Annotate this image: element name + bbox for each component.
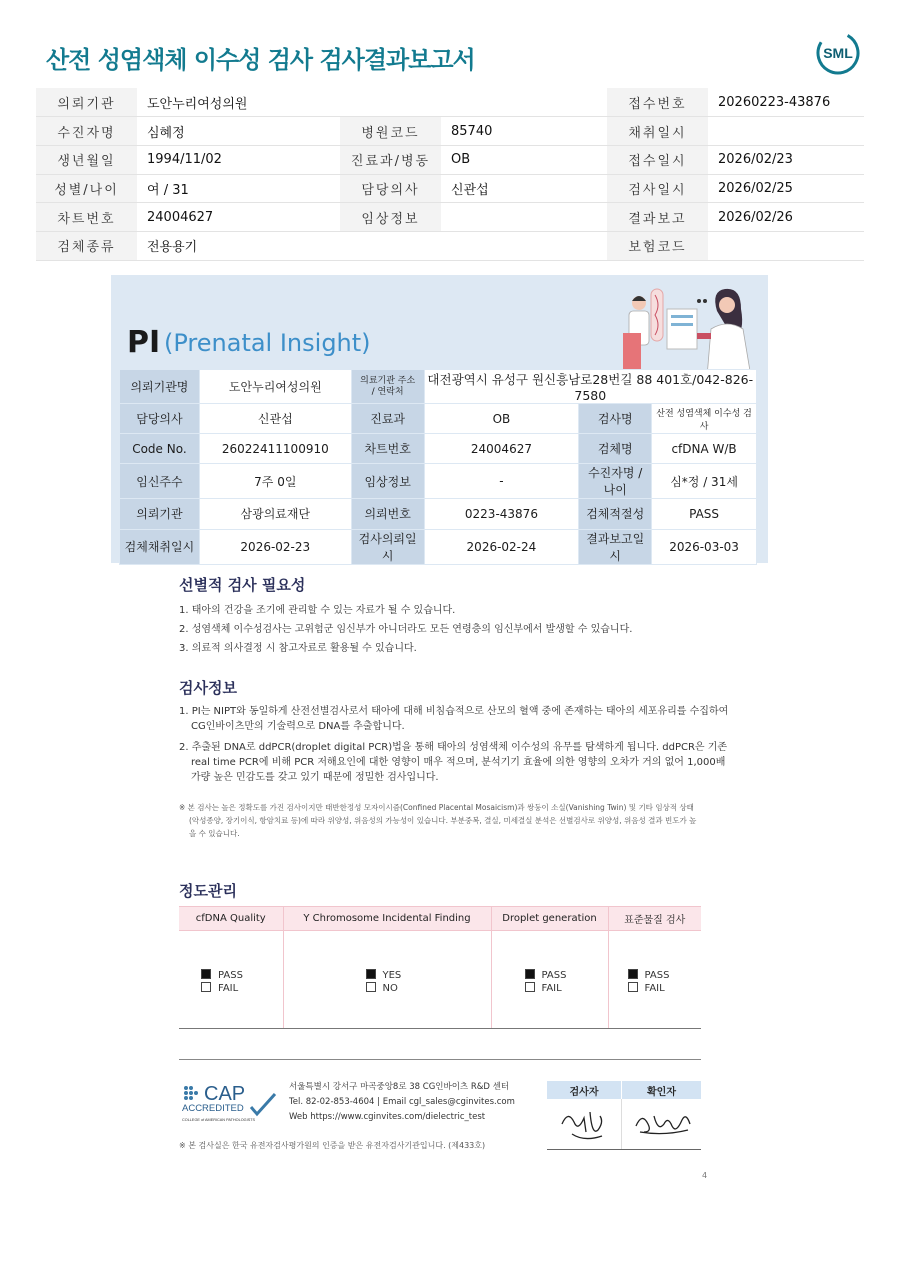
pi-value: OB: [424, 404, 579, 434]
necessity-item: 2. 성염색체 이수성검사는 고위험군 임신부가 아니더라도 모든 연령층의 임신부에서 발생할 수 있습니다.: [179, 624, 633, 635]
pi-row: [120, 404, 757, 434]
header-value: [441, 203, 599, 232]
pi-row: [120, 464, 757, 499]
header-label: 검사일시: [607, 174, 708, 203]
qc-option: [628, 969, 702, 982]
spacer: [599, 231, 607, 260]
checkbox[interactable]: [525, 969, 535, 979]
pi-info-table: [119, 369, 757, 565]
pi-value: 삼광의료재단: [199, 499, 351, 529]
test-info-line: CG인바이츠만의 기술력으로 DNA를 추출합니다.: [191, 721, 405, 732]
pi-value: 2026-02-24: [424, 529, 579, 564]
qc-cell: [491, 931, 608, 1029]
qc-option-label: NO: [382, 982, 398, 994]
header-label: 검체종류: [36, 231, 137, 260]
header-label: 성별/나이: [36, 174, 137, 203]
pi-value: 신관섭: [199, 404, 351, 434]
header-label: 보험코드: [607, 231, 708, 260]
qc-cell: [608, 931, 701, 1029]
checkbox[interactable]: [201, 982, 211, 992]
qc-option: [366, 969, 491, 982]
header-label: 결과보고: [607, 203, 708, 232]
header-label: 접수일시: [607, 145, 708, 174]
pi-value: 2026-03-03: [652, 529, 757, 564]
page-number: 4: [702, 1171, 708, 1180]
necessity-item: 3. 의료적 의사결정 시 참고자료로 활용될 수 있습니다.: [179, 643, 417, 654]
header-row: [36, 117, 864, 146]
pi-key: 차트번호: [351, 434, 424, 464]
pi-key: 수진자명 / 나이: [579, 464, 652, 499]
signature-table: [547, 1081, 701, 1150]
pi-key: 의뢰기관: [120, 499, 200, 529]
header-value: 심혜정: [137, 117, 340, 146]
cap-accredited-text: ACCREDITED: [182, 1103, 244, 1114]
header-row: [36, 231, 864, 260]
qc-option-label: YES: [382, 969, 402, 981]
header-row: [36, 145, 864, 174]
report-title: 산전 성염색체 이수성 검사 검사결과보고서: [46, 46, 475, 74]
header-value: 신관섭: [441, 174, 599, 203]
contact-line: Tel. 82-02-853-4604 | Email cgl_sales@cginvites.com: [289, 1097, 515, 1107]
cap-text: CAP: [204, 1083, 246, 1105]
pi-value: 0223-43876: [424, 499, 579, 529]
sml-logo-icon: [814, 30, 862, 76]
pi-title: PI: [127, 325, 161, 360]
qc-option: [201, 982, 283, 995]
pi-value: PASS: [652, 499, 757, 529]
pi-value: cfDNA W/B: [652, 434, 757, 464]
necessity-heading: 선별적 검사 필요성: [179, 576, 306, 594]
header-label: 채취일시: [607, 117, 708, 146]
tester-label: 검사자: [547, 1081, 622, 1099]
divider: [179, 1059, 701, 1060]
header-value: 2026/02/26: [708, 203, 864, 232]
header-label: 차트번호: [36, 203, 137, 232]
qc-option: [628, 982, 702, 995]
header-value: 2026/02/23: [708, 145, 864, 174]
certification-note: ※ 본 검사실은 한국 유전자검사평가원의 인증을 받은 유전자검사기관입니다. (제433호): [179, 1141, 486, 1150]
pi-value: 7주 0일: [199, 464, 351, 499]
pi-row: [120, 529, 757, 564]
qc-option: [201, 969, 283, 982]
header-value: 85740: [441, 117, 599, 146]
header-value: 2026/02/25: [708, 174, 864, 203]
pi-key: 담당의사: [120, 404, 200, 434]
test-info-line: real time PCR에 비해 PCR 저해요인에 대한 영향이 매우 적으며, 분석기기 효율에 의한 영향의 오차가 거의 없어 1,000배: [191, 757, 726, 768]
disclaimer-note: (악성종양, 장기이식, 항암치료 등)에 따라 위양성, 위음성의 가능성이 있습니다. 부분중복, 결실, 미세결실 분석은 선별검사로 위양성, 위음성 결과 빈도가 높: [189, 816, 697, 825]
spacer: [599, 203, 607, 232]
checkbox[interactable]: [201, 969, 211, 979]
pi-value: 대전광역시 유성구 원신흥남로28번길 88 401호/042-826-7580: [424, 370, 756, 404]
qc-heading: 정도관리: [179, 882, 237, 900]
logo-text: SML: [823, 45, 853, 61]
header-label: 담당의사: [340, 174, 441, 203]
qc-column-header: cfDNA Quality: [179, 907, 283, 931]
header-value: [441, 88, 599, 117]
address-line: 서울특별시 강서구 마곡중앙8로 38 CG인바이츠 R&D 센터: [289, 1082, 510, 1092]
qc-option: [525, 969, 608, 982]
cap-accredited-logo-icon: [181, 1080, 281, 1124]
disclaimer-note: ※ 본 검사는 높은 정확도를 가진 검사이지만 태반한정성 모자이시즘(Confined Placental Mosaicism)과 쌍둥이 소실(Vanishing Twin) 및 기타 임상적 상태: [179, 803, 694, 812]
header-label: [340, 88, 441, 117]
header-label: 진료과/병동: [340, 145, 441, 174]
pi-key: 임신주수: [120, 464, 200, 499]
qc-cell: [283, 931, 491, 1029]
test-info-heading: 검사정보: [179, 679, 237, 697]
tester-signature-icon: [554, 1102, 614, 1142]
confirmer-signature-icon: [630, 1102, 694, 1142]
header-value: 24004627: [137, 203, 340, 232]
qc-cell: [179, 931, 283, 1029]
confirmer-label: 확인자: [622, 1081, 701, 1099]
pi-panel: [111, 275, 768, 563]
pi-value: 도안누리여성의원: [199, 370, 351, 404]
pi-key: 의료기관 주소 / 연락처: [351, 370, 424, 404]
pi-value: -: [424, 464, 579, 499]
header-label: 생년월일: [36, 145, 137, 174]
pi-value: 심*정 / 31세: [652, 464, 757, 499]
pi-key: 의뢰기관명: [120, 370, 200, 404]
pi-key: 검체명: [579, 434, 652, 464]
header-value: 여 / 31: [137, 174, 340, 203]
header-value: OB: [441, 145, 599, 174]
test-info-line: 1. PI는 NIPT와 동일하게 산전선별검사로서 태아에 대해 비침습적으로 산모의 혈액 중에 존재하는 태아의 세포유리를 수집하여: [179, 706, 729, 717]
qc-table: [179, 906, 701, 1029]
pi-key: 검체적절성: [579, 499, 652, 529]
spacer: [599, 145, 607, 174]
checkbox[interactable]: [366, 969, 376, 979]
pi-key: 의뢰번호: [351, 499, 424, 529]
web-line: Web https://www.cginvites.com/dielectric_test: [289, 1112, 486, 1122]
qc-column-header: 표준물질 검사: [608, 907, 701, 931]
header-row: [36, 174, 864, 203]
checkbox[interactable]: [628, 969, 638, 979]
cap-college-text: COLLEGE of AMERICAN PATHOLOGISTS: [182, 1118, 256, 1122]
tester-signature: [547, 1099, 622, 1149]
pi-key: 검체채취일시: [120, 529, 200, 564]
qc-option: [366, 982, 491, 995]
qc-option-label: PASS: [541, 969, 567, 981]
header-value: [441, 231, 599, 260]
header-label: 의뢰기관: [36, 88, 137, 117]
qc-option: [525, 982, 608, 995]
qc-option-label: PASS: [218, 969, 243, 981]
pi-value: 24004627: [424, 434, 579, 464]
qc-column-header: Droplet generation: [491, 907, 608, 931]
pi-key: 결과보고일시: [579, 529, 652, 564]
header-value: 1994/11/02: [137, 145, 340, 174]
test-info-line: 가량 높은 민감도를 갖고 있기 때문에 정밀한 검사입니다.: [191, 772, 439, 783]
pi-key: 검사의뢰일시: [351, 529, 424, 564]
pi-key: 임상정보: [351, 464, 424, 499]
necessity-item: 1. 태아의 건강을 조기에 관리할 수 있는 자료가 될 수 있습니다.: [179, 605, 456, 616]
pi-key: 검사명: [579, 404, 652, 434]
header-label: 임상정보: [340, 203, 441, 232]
header-row: [36, 203, 864, 232]
checkbox[interactable]: [366, 982, 376, 992]
pi-key: 진료과: [351, 404, 424, 434]
patient-info-table: [36, 88, 864, 261]
checkbox[interactable]: [628, 982, 638, 992]
qc-option-label: FAIL: [218, 982, 239, 994]
header-value: [708, 117, 864, 146]
header-label: 수진자명: [36, 117, 137, 146]
disclaimer-note: 을 수 있습니다.: [189, 829, 240, 838]
header-label: 접수번호: [607, 88, 708, 117]
qc-column-header: Y Chromosome Incidental Finding: [283, 907, 491, 931]
header-row: [36, 88, 864, 117]
pi-row: [120, 499, 757, 529]
header-label: [340, 231, 441, 260]
qc-option-label: PASS: [644, 969, 670, 981]
doctors-illustration-icon: [611, 281, 761, 377]
spacer: [599, 88, 607, 117]
pi-key: Code No.: [120, 434, 200, 464]
qc-option-label: FAIL: [541, 982, 562, 994]
pi-value: 26022411100910: [199, 434, 351, 464]
spacer: [599, 174, 607, 203]
header-value: 20260223-43876: [708, 88, 864, 117]
spacer: [599, 117, 607, 146]
header-value: 전용용기: [137, 231, 340, 260]
qc-option-label: FAIL: [644, 982, 665, 994]
pi-value: 2026-02-23: [199, 529, 351, 564]
pi-row: [120, 434, 757, 464]
header-value: 도안누리여성의원: [137, 88, 340, 117]
checkbox[interactable]: [525, 982, 535, 992]
header-value: [708, 231, 864, 260]
header-label: 병원코드: [340, 117, 441, 146]
pi-row: [120, 370, 757, 404]
lab-address: [289, 1080, 515, 1125]
pi-subtitle: (Prenatal Insight): [164, 329, 371, 357]
confirmer-signature: [622, 1099, 701, 1149]
pi-value: 산전 성염색체 이수성 검사: [652, 404, 757, 434]
test-info-line: 2. 추출된 DNA로 ddPCR(droplet digital PCR)법을 통해 태아의 성염색체 이수성의 유무를 탐색하게 됩니다. ddPCR은 기존: [179, 742, 728, 753]
